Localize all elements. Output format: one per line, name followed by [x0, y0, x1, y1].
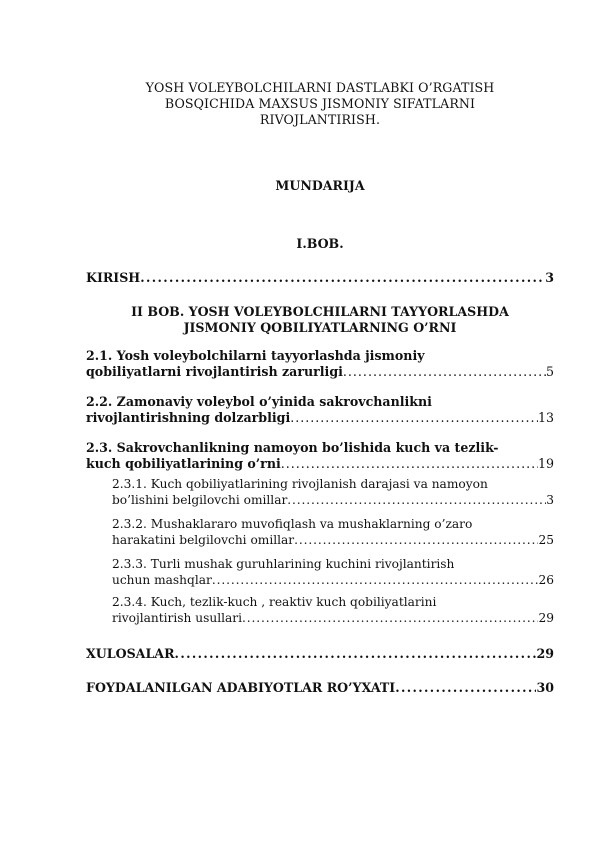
- toc-entry-line-2: kuch qobiliyatlarining o’rni: [86, 456, 281, 471]
- dot-leader: [290, 410, 538, 426]
- toc-page-number: 30: [536, 680, 554, 695]
- chapter-2-line-2: JISMONIY QOBILIYATLARNING O’RNI: [183, 320, 457, 335]
- toc-page-number: 3: [545, 270, 554, 285]
- dot-leader: [175, 646, 537, 662]
- toc-entry-2-3-2[interactable]: [112, 516, 554, 548]
- chapter-1-heading: I.BOB.: [296, 236, 344, 251]
- toc-entry-label: FOYDALANILGAN ADABIYOTLAR RO’YXATI: [86, 680, 396, 695]
- toc-entry-label: XULOSALAR: [86, 646, 175, 661]
- toc-page-number: 13: [537, 410, 554, 425]
- toc-entry-line-1: 2.3.4. Kuch, tezlik-kuch , reaktiv kuch qobiliyatlarini: [112, 595, 437, 609]
- title-line-3: RIVOJLANTIRISH.: [259, 112, 381, 127]
- toc-entry-2-3[interactable]: [86, 440, 554, 472]
- toc-page-number: 25: [538, 533, 554, 547]
- toc-entry-line-2: uchun mashqlar: [112, 573, 212, 587]
- toc-entry-line-1: 2.3.3. Turli mushak guruhlarining kuchini rivojlantirish: [112, 557, 455, 571]
- dot-leader: [281, 456, 538, 472]
- toc-entry-line-1: 2.3.1. Kuch qobiliyatlarining rivojlanish darajasi va namoyon: [112, 477, 488, 491]
- toc-entry-2-1[interactable]: [86, 348, 554, 380]
- dot-leader: [242, 610, 539, 626]
- chapter-2-heading: [86, 304, 554, 336]
- toc-entry-2-3-3[interactable]: [112, 556, 554, 588]
- toc-entry-2-2[interactable]: [86, 394, 554, 426]
- toc-entry-2-3-1[interactable]: [112, 476, 554, 508]
- toc-entry-adabiyotlar[interactable]: [86, 680, 554, 696]
- toc-entry-kirish[interactable]: [86, 270, 554, 286]
- toc-page-number: 26: [538, 573, 554, 587]
- dot-leader: [140, 270, 545, 286]
- toc-entry-line-2: bo’lishini belgilovchi omillar: [112, 493, 288, 507]
- toc-entry-line-2: rivojlantirish usullari: [112, 611, 242, 625]
- toc-entry-line-2: rivojlantirishning dolzarbligi: [86, 410, 291, 425]
- toc-entry-2-3-4[interactable]: [112, 594, 554, 626]
- toc-page-number: 3: [546, 493, 554, 507]
- toc-page-number: 19: [537, 456, 554, 471]
- toc-entry-line-2: qobiliyatlarni rivojlantirish zarurligi: [86, 364, 343, 379]
- title-line-1: YOSH VOLEYBOLCHILARNI DASTLABKI O’RGATISH: [145, 80, 495, 95]
- toc-entry-line-1: 2.2. Zamonaviy voleybol o’yinida sakrovchanlikni: [86, 394, 432, 409]
- dot-leader: [294, 532, 538, 548]
- dot-leader: [212, 572, 539, 588]
- title-line-2: BOSQICHIDA MAXSUS JISMONIY SIFATLARNI: [164, 96, 476, 111]
- toc-entry-line-2: harakatini belgilovchi omillar: [112, 533, 295, 547]
- toc-entry-xulosalar[interactable]: [86, 646, 554, 662]
- toc-page-number: 29: [538, 611, 554, 625]
- dot-leader: [343, 364, 546, 380]
- toc-entry-line-1: 2.1. Yosh voleybolchilarni tayyorlashda jismoniy: [86, 348, 425, 363]
- toc-page-number: 29: [536, 646, 554, 661]
- toc-entry-line-1: 2.3.2. Mushaklararo muvofiqlash va mushaklarning o’zaro: [112, 517, 473, 531]
- toc-entry-line-1: 2.3. Sakrovchanlikning namoyon bo’lishida kuch va tezlik-: [86, 440, 499, 455]
- toc-entry-label: KIRISH: [86, 270, 141, 285]
- dot-leader: [287, 492, 546, 508]
- contents-heading: MUNDARIJA: [275, 178, 365, 193]
- document-title: [86, 80, 554, 128]
- dot-leader: [395, 680, 536, 696]
- toc-page-number: 5: [545, 364, 554, 379]
- chapter-2-line-1: II BOB. YOSH VOLEYBOLCHILARNI TAYYORLASHDA: [131, 304, 509, 319]
